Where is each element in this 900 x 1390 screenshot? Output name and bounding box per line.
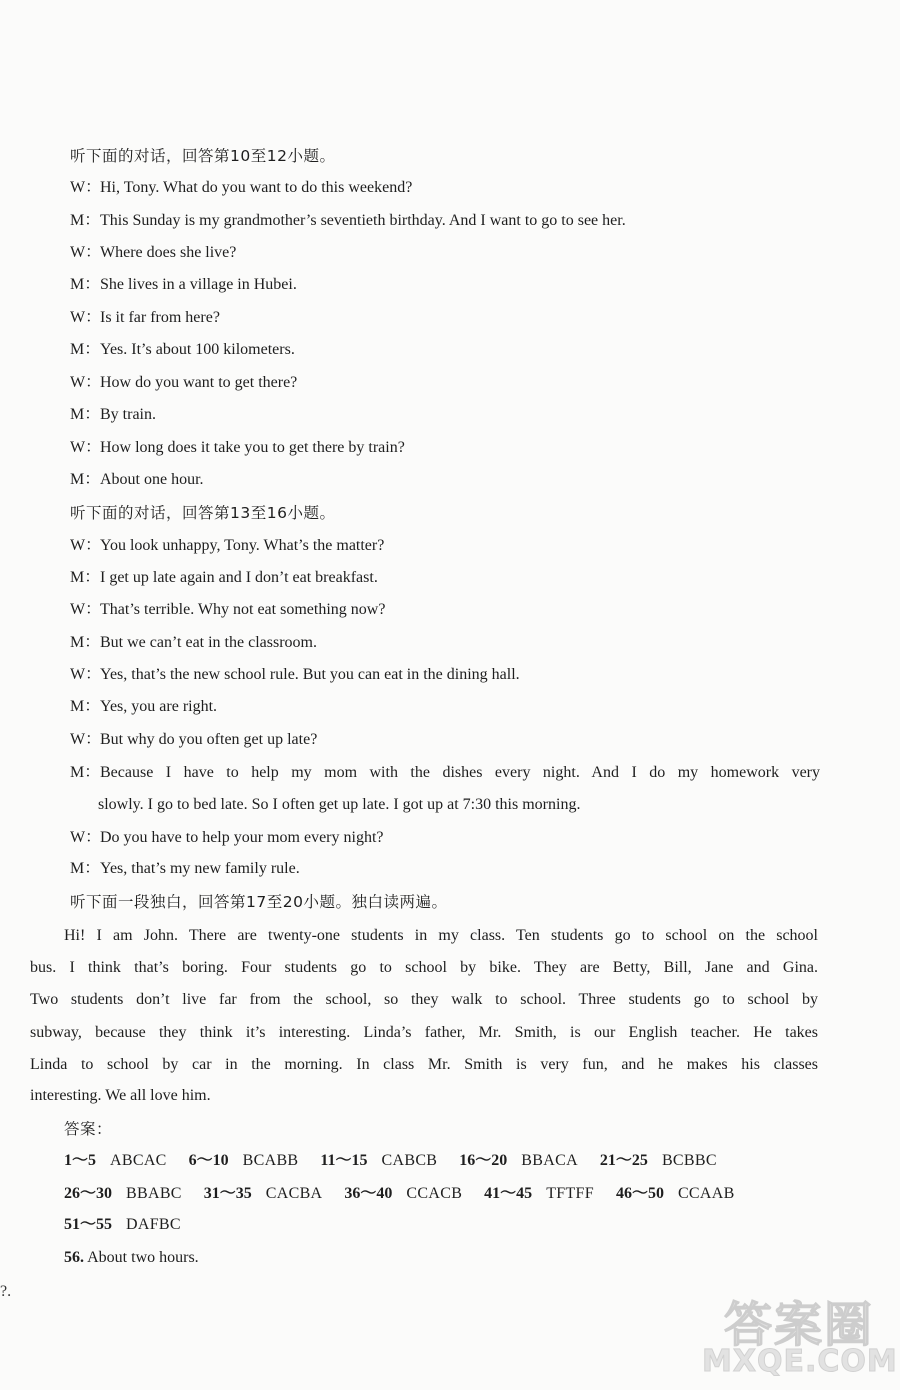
dialogue-line <box>70 763 820 783</box>
dialogue-text: She lives in a village in Hubei. <box>100 276 297 293</box>
answer-range: 51～55 <box>64 1216 113 1233</box>
speaker-label: W： <box>70 601 102 618</box>
answer-range: 21～25 <box>599 1152 648 1169</box>
answer-values: CCAAB <box>677 1185 735 1202</box>
dialogue-text: How do you want to get there? <box>100 374 298 391</box>
watermark-logo <box>694 1286 898 1386</box>
answer-range: 6～10 <box>188 1152 229 1169</box>
dialogue-line <box>70 340 295 360</box>
answer-values: BBABC <box>126 1185 182 1202</box>
dialogue-text: Because I have to help my mom with the dishes every night. And I do my homework very <box>100 764 820 781</box>
monologue-line: interesting. We all love him. <box>30 1087 211 1104</box>
answer-range: 31～35 <box>203 1185 252 1202</box>
answer-group <box>616 1184 735 1204</box>
answer-values: DAFBC <box>126 1216 181 1233</box>
section-heading-17-20: 听下面一段独白，回答第17至20小题。独白读两遍。 <box>70 893 448 911</box>
dialogue-line <box>70 308 220 328</box>
speaker-label: W： <box>70 829 102 846</box>
section-heading-10-12: 听下面的对话，回答第10至12小题。 <box>70 147 336 165</box>
dialogue-continuation: slowly. I go to bed late. So I often get up late. I got up at 7:30 this morning. <box>98 796 581 813</box>
answer-group <box>484 1184 594 1204</box>
answer-group <box>64 1184 182 1204</box>
dialogue-text: Hi, Tony. What do you want to do this weekend? <box>100 179 413 196</box>
answer-values: CABCB <box>381 1152 438 1169</box>
speaker-label: M： <box>70 569 101 586</box>
dialogue-line <box>70 697 217 717</box>
answer-range: 46～50 <box>615 1185 664 1202</box>
speaker-label: W： <box>70 309 102 326</box>
dialogue-line <box>70 568 378 588</box>
speaker-label: M： <box>70 341 101 358</box>
answer-row <box>64 1215 199 1235</box>
dialogue-line <box>70 178 412 198</box>
speaker-label: W： <box>70 731 102 748</box>
dialogue-line <box>70 633 317 653</box>
dialogue-text: This Sunday is my grandmother’s seventieth birthday. And I want to go to see her. <box>100 212 626 229</box>
speaker-label: W： <box>70 374 102 391</box>
dialogue-line <box>70 828 384 848</box>
question-number: 56. <box>64 1249 84 1266</box>
monologue-line: bus. I think that’s boring. Four students go to school by bike. They are Betty, Bill, Jane and Gina. <box>30 959 818 976</box>
answer-row <box>64 1151 735 1171</box>
monologue-line: Hi! I am John. There are twenty-one students in my class. Ten students go to school on the school <box>64 927 818 944</box>
answer-group <box>64 1151 167 1171</box>
dialogue-text: How long does it take you to get there by train? <box>100 439 405 456</box>
speaker-label: M： <box>70 698 101 715</box>
dialogue-text: Is it far from here? <box>100 309 220 326</box>
dialogue-text: Yes, that’s my new family rule. <box>100 860 300 877</box>
answer-group <box>459 1151 578 1171</box>
answer-group <box>189 1151 299 1171</box>
speaker-label: W： <box>70 537 102 554</box>
dialogue-line <box>70 243 236 263</box>
watermark-title: 答案圈 <box>724 1297 875 1353</box>
answer-range: 26～30 <box>64 1185 113 1202</box>
answer-range: 41～45 <box>484 1185 533 1202</box>
dialogue-text: Yes. It’s about 100 kilometers. <box>100 341 295 358</box>
speaker-label: W： <box>70 179 102 196</box>
margin-mark: ?. <box>0 1283 12 1300</box>
speaker-label: M： <box>70 212 101 229</box>
answer-values: CCACB <box>406 1185 463 1202</box>
speaker-label: W： <box>70 244 102 261</box>
speaker-label: W： <box>70 439 102 456</box>
dialogue-text: You look unhappy, Tony. What’s the matter? <box>100 537 385 554</box>
monologue-line: Linda to school by car in the morning. In class Mr. Smith is very fun, and he makes his classes <box>30 1056 818 1073</box>
dialogue-line <box>70 470 204 490</box>
section-heading-13-16: 听下面的对话，回答第13至16小题。 <box>70 504 336 522</box>
answer-group <box>204 1184 323 1204</box>
dialogue-line <box>70 665 520 685</box>
answer-group <box>64 1215 181 1235</box>
dialogue-line <box>70 600 385 620</box>
dialogue-text: I get up late again and I don’t eat breakfast. <box>100 569 378 586</box>
answer-56 <box>64 1248 199 1268</box>
speaker-label: W： <box>70 666 102 683</box>
dialogue-text: Do you have to help your mom every night? <box>100 829 384 846</box>
dialogue-text: But we can’t eat in the classroom. <box>100 634 317 651</box>
dialogue-line <box>70 730 317 750</box>
monologue-line: Two students don’t live far from the school, so they walk to school. Three students go to school by <box>30 991 818 1008</box>
answers-label: 答案： <box>64 1120 113 1138</box>
speaker-label: M： <box>70 406 101 423</box>
monologue-line: subway, because they think it’s interesting. Linda’s father, Mr. Smith, is our English teacher. He takes <box>30 1024 818 1041</box>
answer-range: 16～20 <box>459 1152 508 1169</box>
speaker-label: M： <box>70 276 101 293</box>
answer-text: About two hours. <box>87 1249 199 1266</box>
answer-group <box>320 1151 437 1171</box>
speaker-label: M： <box>70 634 101 651</box>
speaker-label: M： <box>70 860 101 877</box>
speaker-label: M： <box>70 471 101 488</box>
dialogue-text: Yes, you are right. <box>100 698 218 715</box>
dialogue-line <box>70 859 300 879</box>
answer-values: TFTFF <box>546 1185 594 1202</box>
answer-values: BCABB <box>242 1152 299 1169</box>
dialogue-line <box>70 373 297 393</box>
dialogue-text: Where does she live? <box>100 244 237 261</box>
answer-group <box>344 1184 462 1204</box>
answer-range: 11～15 <box>320 1152 368 1169</box>
dialogue-line <box>70 275 297 295</box>
answer-range: 1～5 <box>64 1152 97 1169</box>
answer-row <box>64 1184 753 1204</box>
answer-range: 36～40 <box>344 1185 393 1202</box>
speaker-label: M： <box>70 764 101 781</box>
dialogue-line <box>70 405 156 425</box>
dialogue-line <box>70 438 405 458</box>
answer-values: BBACA <box>521 1152 578 1169</box>
dialogue-line <box>70 536 384 556</box>
dialogue-text: About one hour. <box>100 471 204 488</box>
answer-values: BCBBC <box>661 1152 717 1169</box>
dialogue-text: Yes, that’s the new school rule. But you can eat in the dining hall. <box>100 666 520 683</box>
dialogue-text: By train. <box>100 406 156 423</box>
dialogue-text: But why do you often get up late? <box>100 731 318 748</box>
watermark-domain: MXQE.COM <box>702 1344 898 1379</box>
answer-group <box>600 1151 717 1171</box>
dialogue-line <box>70 211 626 231</box>
answer-values: ABCAC <box>110 1152 167 1169</box>
dialogue-text: That’s terrible. Why not eat something now? <box>100 601 386 618</box>
answer-values: CACBA <box>265 1185 323 1202</box>
